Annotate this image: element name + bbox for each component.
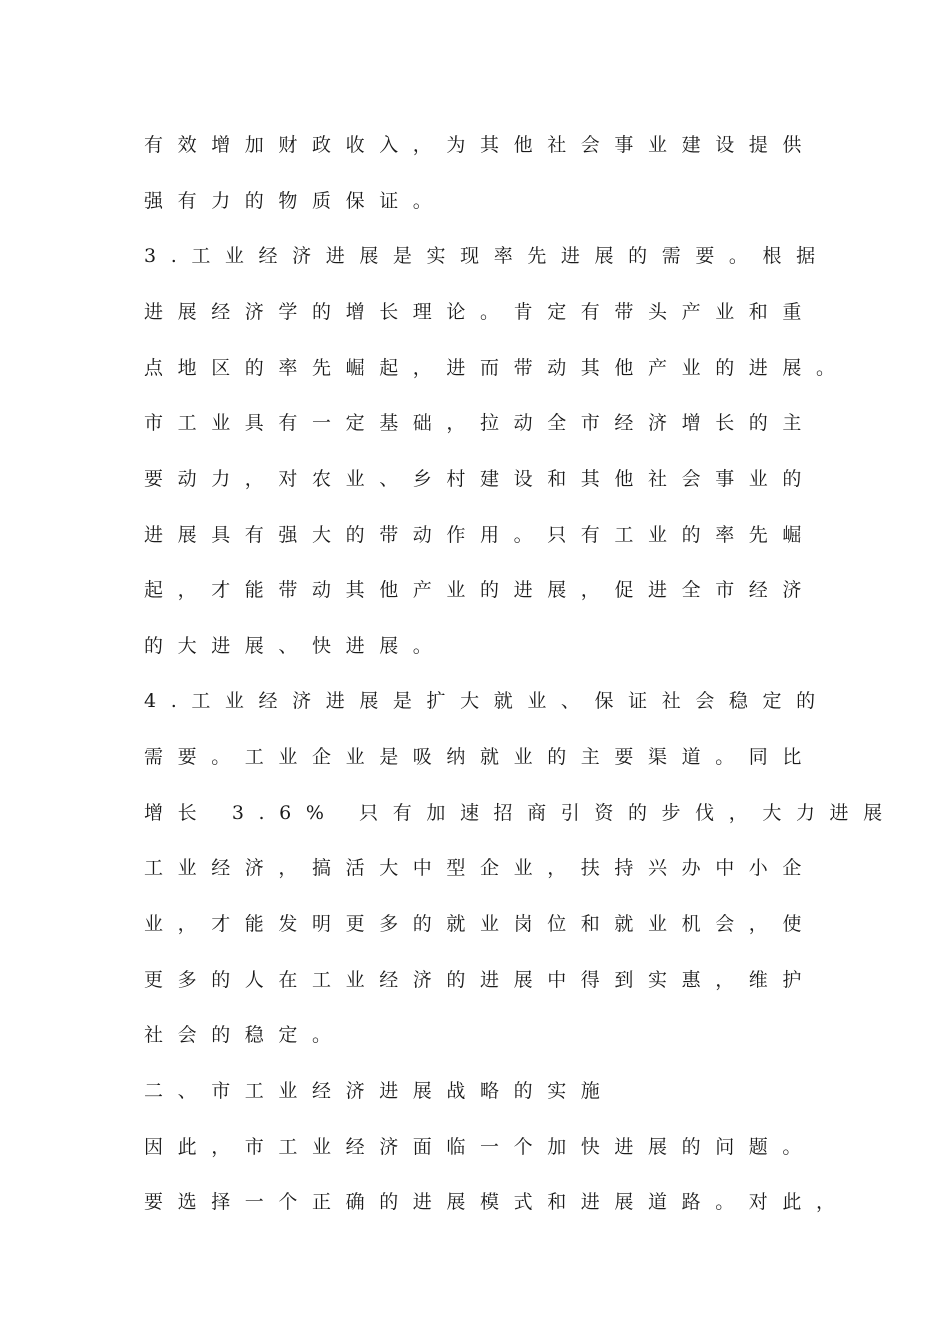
text-line: 3.工业经济进展是实现率先进展的需要。根据 [144, 245, 830, 267]
text-line: 4.工业经济进展是扩大就业、保证社会稳定的 [144, 690, 830, 712]
text-line: 增长 3.6% 只有加速招商引资的步伐，大力进展 [144, 802, 897, 824]
text-line: 点地区的率先崛起，进而带动其他产业的进展。 [144, 357, 850, 379]
text-line: 更多的人在工业经济的进展中得到实惠，维护 [144, 969, 817, 991]
text-line: 强有力的物质保证。 [144, 190, 447, 212]
text-line: 进展具有强大的带动作用。只有工业的率先崛 [144, 524, 817, 546]
text-line: 业，才能发明更多的就业岗位和就业机会，使 [144, 913, 817, 935]
section-heading: 二、市工业经济进展战略的实施 [144, 1080, 615, 1102]
text-line: 社会的稳定。 [144, 1024, 346, 1046]
text-line: 进展经济学的增长理论。肯定有带头产业和重 [144, 301, 817, 323]
text-line: 工业经济，搞活大中型企业，扶持兴办中小企 [144, 857, 817, 879]
text-line: 市工业具有一定基础，拉动全市经济增长的主 [144, 412, 817, 434]
text-line: 有效增加财政收入，为其他社会事业建设提供 [144, 134, 817, 156]
text-line: 要选择一个正确的进展模式和进展道路。对此， [144, 1191, 850, 1213]
text-line: 起，才能带动其他产业的进展，促进全市经济 [144, 579, 817, 601]
text-line: 要动力，对农业、乡村建设和其他社会事业的 [144, 468, 817, 490]
text-line: 的大进展、快进展。 [144, 635, 447, 657]
text-line: 需要。工业企业是吸纳就业的主要渠道。同比 [144, 746, 817, 768]
text-line: 因此，市工业经济面临一个加快进展的问题。 [144, 1136, 817, 1158]
